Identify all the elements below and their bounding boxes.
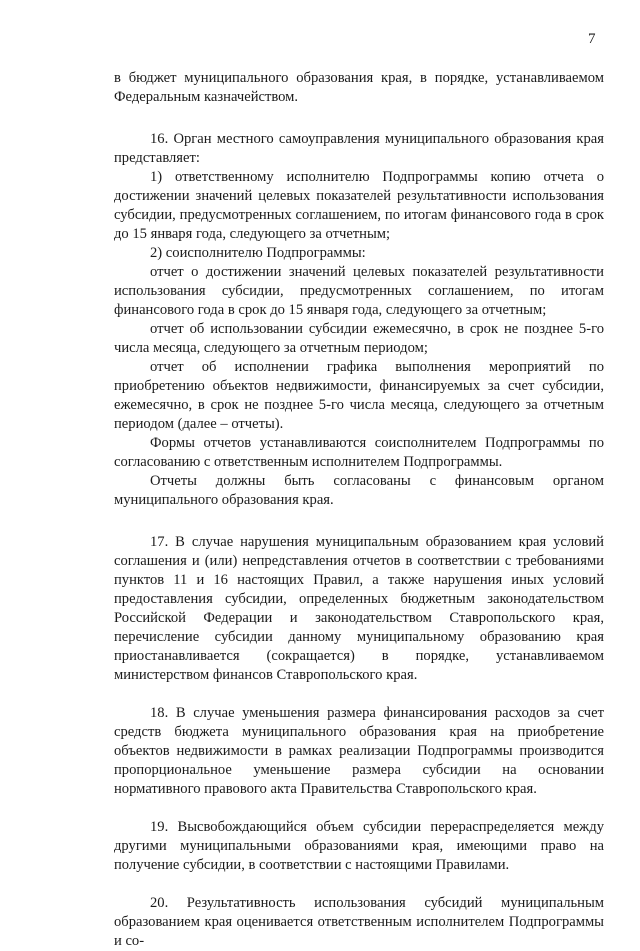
paragraph-17: 17. В случае нарушения муниципальным образованием края условий соглашения и (или) непредставления отчетов в соответствии с требованиями пунктов 11 и 16 настоящих Правил, а также нарушения иных условий предоставления субсидии, определенных бюджетным законодательством Российской Федерации и законодательством Ставропольского края, перечисление субсидии данному муниципальному образованию края приостанавливается (сокращается) в порядке, устанавливаемом министерством финансов Ставропольского края. <box>114 534 604 683</box>
paragraph-16-report-targets: отчет о достижении значений целевых показателей результативности использования субсидии, предусмотренных соглашением, по итогам финансового года в срок до 15 января года, следующего за отчетным; <box>114 264 604 318</box>
paragraph-16-item-1: 1) ответственному исполнителю Подпрограммы копию отчета о достижении значений целевых показателей результативности использования субсидии, предусмотренных соглашением, по итогам финансового года в срок до 15 января года, следующего за отчетным; <box>114 169 604 242</box>
page-number: 7 <box>588 31 596 47</box>
paragraph-16-item-2: 2) соисполнителю Подпрограммы: <box>150 245 366 261</box>
paragraph-16: 16. Орган местного самоуправления муниципального образования края представляет: <box>114 131 604 166</box>
paragraph-16-report-schedule: отчет об исполнении графика выполнения мероприятий по приобретению объектов недвижимости, финансируемых за счет субсидии, ежемесячно, в срок не позднее 5-го числа месяца, следующего за отчетным периодом (далее – отчеты). <box>114 359 604 432</box>
paragraph-16-report-approval: Отчеты должны быть согласованы с финансовым органом муниципального образования края. <box>114 473 604 508</box>
document-body <box>114 69 604 951</box>
paragraph-20: 20. Результативность использования субсидий муниципальным образованием края оценивается ответственным исполнителем Подпрограммы и со- <box>114 895 604 949</box>
paragraph-18: 18. В случае уменьшения размера финансирования расходов за счет средств бюджета муниципального образования края на приобретение объектов недвижимости в рамках реализации Подпрограммы производится пропорциональное уменьшение размера субсидии на основании нормативного правового акта Правительства Ставропольского края. <box>114 705 604 797</box>
paragraph-continuation: в бюджет муниципального образования края, в порядке, устанавливаемом Федеральным казначейством. <box>114 70 604 105</box>
paragraph-16-report-usage: отчет об использовании субсидии ежемесячно, в срок не позднее 5-го числа месяца, следующего за отчетным периодом; <box>114 321 604 356</box>
paragraph-16-report-forms: Формы отчетов устанавливаются соисполнителем Подпрограммы по согласованию с ответственным исполнителем Подпрограммы. <box>114 435 604 470</box>
paragraph-19: 19. Высвобождающийся объем субсидии перераспределяется между другими муниципальными образованиями края, имеющими право на получение субсидии, в соответствии с настоящими Правилами. <box>114 819 604 873</box>
